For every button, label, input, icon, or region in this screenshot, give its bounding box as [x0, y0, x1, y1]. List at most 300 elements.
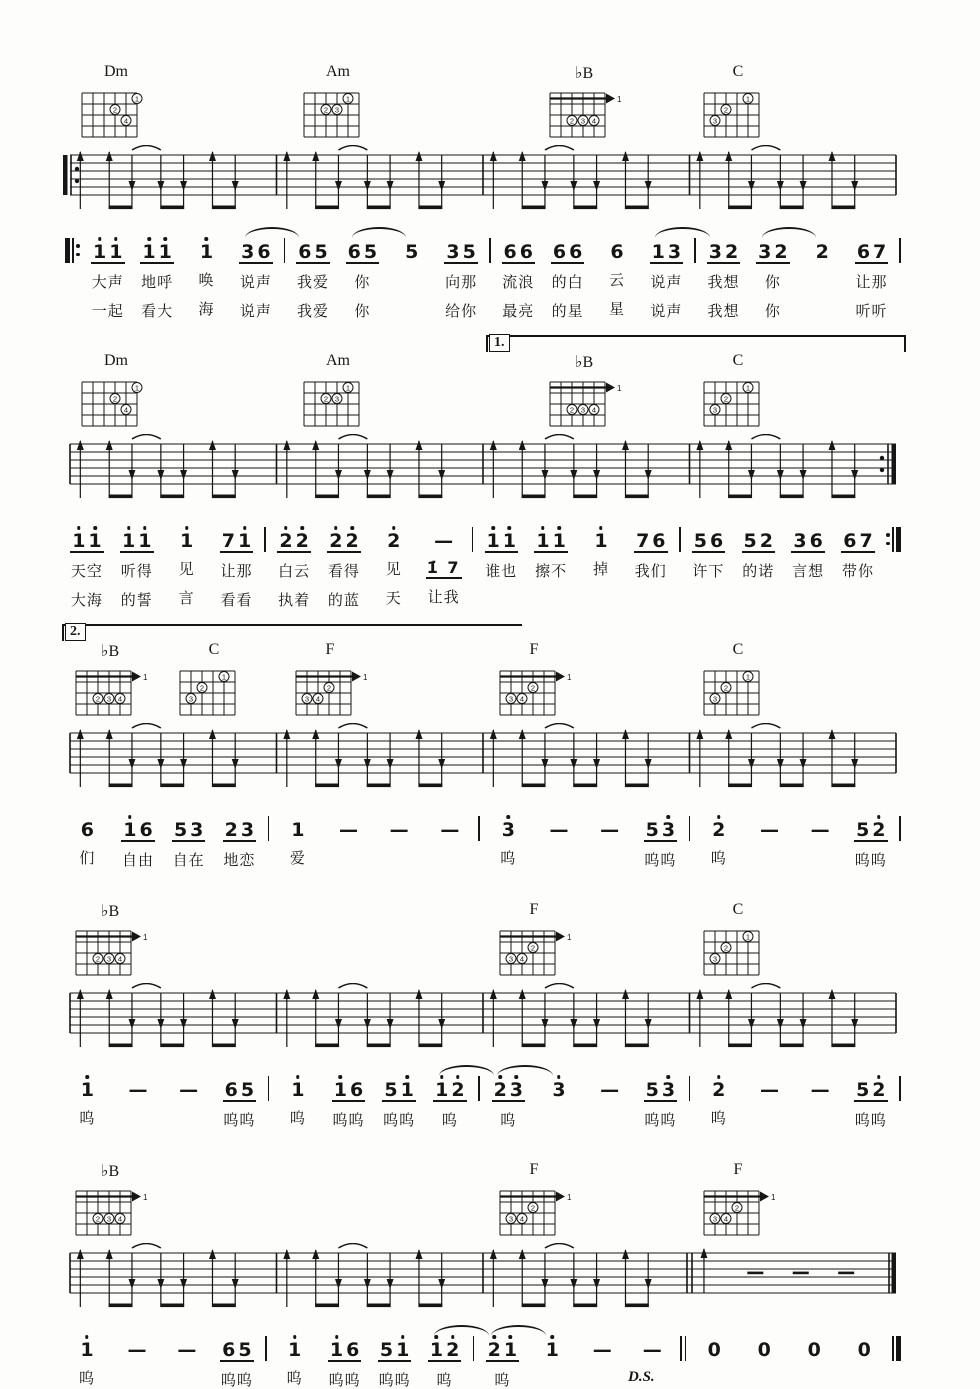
- note-digit: 3: [661, 819, 676, 841]
- svg-text:2: 2: [723, 394, 729, 404]
- chord-grid: [70, 921, 150, 984]
- jianpu-note: [710, 532, 723, 551]
- svg-text:1: 1: [345, 94, 351, 104]
- jianpu-notes: [444, 238, 477, 264]
- jianpu-note: [288, 1341, 301, 1360]
- jianpu-note: [179, 1081, 198, 1100]
- strum-staff: [62, 145, 904, 221]
- strum-staff: [62, 723, 904, 799]
- note-digit: 3: [552, 1079, 566, 1101]
- note-digit: 5: [314, 241, 328, 263]
- svg-text:2: 2: [95, 1214, 101, 1224]
- volta-bracket: [62, 624, 522, 641]
- octave-dot: [877, 1075, 881, 1079]
- note-group: [212, 514, 262, 611]
- jianpu-note: [503, 532, 516, 551]
- svg-text:4: 4: [315, 694, 321, 704]
- octave-dot: [507, 815, 511, 819]
- chord-diagram-Am: [298, 63, 378, 146]
- note-group: [744, 803, 795, 869]
- note-group: [477, 1323, 527, 1389]
- chord-name: F: [325, 641, 335, 658]
- octave-dot: [127, 526, 131, 530]
- score-content: [62, 46, 904, 1389]
- chord-diagram-Dm: [76, 63, 156, 146]
- svg-text:4: 4: [117, 1214, 123, 1224]
- octave-dot: [557, 1075, 561, 1079]
- note-digit: 3: [793, 530, 807, 552]
- barline: [264, 527, 266, 551]
- note-group: [214, 803, 265, 871]
- note-group: [374, 803, 425, 869]
- jianpu-note: [315, 243, 328, 262]
- jianpu-notes: [710, 816, 727, 840]
- note-group: [693, 1063, 744, 1129]
- note-digit: 5: [645, 1079, 659, 1101]
- svg-text:1: 1: [143, 673, 148, 682]
- note-digit: —: [759, 819, 779, 841]
- volta-label: 1.: [489, 334, 510, 352]
- lyric-syllable: 见: [178, 561, 195, 578]
- lyric-syllable: 大海: [70, 592, 103, 609]
- lyric-syllable: 向那: [445, 274, 478, 291]
- lyric-syllable: 白云: [278, 563, 311, 580]
- barline: [478, 816, 480, 840]
- jianpu-note: [451, 1081, 464, 1100]
- svg-text:2: 2: [569, 405, 575, 415]
- note-group: [269, 514, 319, 611]
- note-digit: 3: [509, 1079, 524, 1101]
- svg-text:3: 3: [106, 954, 112, 964]
- jianpu-notes: [428, 1336, 461, 1362]
- jianpu-notes: [91, 238, 124, 264]
- jianpu-note: [569, 243, 582, 262]
- note-group: [270, 1323, 320, 1389]
- barline: [892, 1336, 901, 1360]
- octave-dot: [401, 1335, 405, 1339]
- jianpu-notes: [220, 1336, 253, 1362]
- note-group: [420, 1323, 470, 1389]
- chord-grid: [70, 661, 150, 724]
- note-digit: —: [177, 1339, 197, 1361]
- chord-grid: [174, 661, 254, 724]
- lyric-syllable: 们: [79, 850, 96, 867]
- lyric-syllable: 你: [764, 274, 781, 291]
- lyric-syllable: 你: [354, 303, 371, 320]
- note-digit: —: [642, 1339, 662, 1361]
- jianpu-note: [712, 1081, 725, 1100]
- note-group: [162, 1323, 212, 1389]
- svg-text:2: 2: [95, 954, 101, 964]
- note-group: [113, 1063, 164, 1129]
- svg-text:1: 1: [745, 672, 751, 682]
- lyric-syllable: 最亮: [502, 303, 535, 320]
- jianpu-notes: [79, 816, 96, 840]
- note-digit: —: [389, 819, 409, 841]
- jianpu-note: [808, 1341, 821, 1360]
- lyric-syllable: 呜呜: [378, 1372, 411, 1389]
- chord-name: F: [529, 901, 539, 918]
- chord-grid: [298, 372, 378, 435]
- note-digit: 2: [712, 1079, 726, 1101]
- jianpu-note: [708, 1341, 721, 1360]
- note-digit: 5: [363, 241, 378, 263]
- jianpu-note: [298, 243, 311, 262]
- jianpu-note: [241, 1081, 254, 1100]
- note-digit: 2: [224, 819, 238, 841]
- note-digit: 3: [241, 241, 255, 263]
- note-digit: 1: [486, 530, 500, 552]
- note-group: [543, 225, 592, 322]
- jianpu-note: [858, 1341, 871, 1360]
- jianpu-note: [225, 1081, 238, 1100]
- jianpu-note: [636, 532, 649, 551]
- jianpu-note: [662, 821, 675, 840]
- jianpu-note: [345, 532, 358, 551]
- svg-text:4: 4: [591, 116, 597, 126]
- jianpu-note: [88, 532, 101, 551]
- jianpu-note: [241, 821, 254, 840]
- barline: [472, 527, 474, 551]
- jianpu-note: [122, 532, 135, 551]
- jianpu-note: [222, 532, 235, 551]
- jianpu-notes: [120, 527, 153, 553]
- chord-name: F: [529, 1161, 539, 1178]
- note-group: [62, 1323, 112, 1389]
- note-group: [319, 514, 369, 611]
- lyric-syllable: 的蓝: [327, 592, 360, 609]
- note-digit: 2: [451, 1079, 465, 1101]
- note-digit: 6: [224, 1079, 238, 1101]
- note-group: [62, 1063, 113, 1129]
- note-group: [693, 803, 744, 869]
- jianpu-note: [405, 243, 418, 262]
- jianpu-note: [241, 243, 254, 262]
- jianpu-note: [279, 532, 292, 551]
- note-digit: 1: [333, 1079, 347, 1101]
- svg-text:3: 3: [188, 694, 194, 704]
- lyric-syllable: 呜: [494, 1372, 511, 1389]
- jianpu-notes: [551, 238, 584, 264]
- jianpu-note: [123, 821, 136, 840]
- volta-bracket: [486, 335, 906, 352]
- lyric-syllable: 给你: [445, 303, 478, 320]
- jianpu-notes: [289, 1076, 306, 1100]
- note-group: [847, 225, 896, 322]
- barline: [473, 1336, 475, 1360]
- note-digit: 1: [88, 530, 102, 552]
- lyric-syllable: 我想: [707, 274, 740, 291]
- note-digit: —: [810, 1079, 830, 1101]
- note-digit: 1: [594, 530, 608, 552]
- svg-text:3: 3: [712, 954, 718, 964]
- svg-text:3: 3: [508, 954, 514, 964]
- chord-name: Am: [326, 352, 350, 369]
- jianpu-notes: [286, 1336, 303, 1360]
- jianpu-note: [600, 821, 619, 840]
- jianpu-note: [553, 243, 566, 262]
- jianpu-note: [811, 1081, 830, 1100]
- jianpu-note: [93, 243, 106, 262]
- jianpu-note: [811, 821, 830, 840]
- jianpu-notes: [328, 1336, 361, 1362]
- system-4: [62, 884, 904, 1131]
- jianpu-notes: [492, 1076, 525, 1102]
- chord-grid: [76, 372, 156, 435]
- svg-text:2: 2: [326, 683, 332, 693]
- jianpu-note: [610, 243, 623, 262]
- note-group: [699, 225, 748, 322]
- jianpu-notes: [598, 1076, 621, 1100]
- jianpu-note: [694, 532, 707, 551]
- note-digit: 6: [856, 241, 871, 263]
- jianpu-note: [744, 532, 757, 551]
- note-group: [288, 225, 337, 322]
- jianpu-notes: [598, 816, 621, 840]
- note-digit: 2: [712, 819, 726, 841]
- svg-text:1: 1: [567, 673, 572, 682]
- note-digit: 2: [774, 241, 788, 263]
- octave-dot: [491, 526, 495, 530]
- notation-row: [62, 1323, 904, 1389]
- svg-text:4: 4: [519, 1214, 525, 1224]
- jianpu-notes: [433, 1076, 466, 1102]
- note-group: [272, 1063, 323, 1129]
- lyric-syllable: 说声: [650, 274, 683, 291]
- svg-text:1: 1: [363, 673, 368, 682]
- jianpu-note: [652, 532, 665, 551]
- note-digit: 1: [179, 530, 194, 552]
- svg-text:1: 1: [771, 1193, 776, 1202]
- jianpu-note: [396, 1341, 409, 1360]
- lyric-syllable: 我们: [634, 563, 667, 580]
- jianpu-note: [662, 1081, 675, 1100]
- note-digit: —: [434, 530, 454, 552]
- octave-dot: [667, 1075, 671, 1079]
- jianpu-notes: [346, 238, 379, 264]
- jianpu-notes: [500, 816, 517, 840]
- chord-grid: [494, 1181, 574, 1244]
- octave-dot: [557, 526, 561, 530]
- svg-text:2: 2: [530, 943, 536, 953]
- note-digit: 1: [237, 530, 252, 552]
- note-digit: 1: [288, 1339, 302, 1361]
- jianpu-notes: [438, 816, 461, 840]
- repeat-dots: [76, 238, 80, 263]
- jianpu-notes: [403, 238, 420, 262]
- jianpu-note: [856, 821, 869, 840]
- svg-text:2: 2: [723, 105, 729, 115]
- svg-text:4: 4: [591, 405, 597, 415]
- jianpu-notes: [502, 238, 535, 264]
- barline: [899, 238, 901, 262]
- note-group: [112, 514, 162, 611]
- lyric-syllable: 一起: [91, 303, 124, 320]
- lyric-syllable: 的诺: [742, 563, 775, 580]
- svg-text:4: 4: [519, 954, 525, 964]
- chord-diagram-C: [698, 901, 778, 984]
- jianpu-notes: [644, 816, 677, 842]
- jianpu-note: [546, 1341, 559, 1360]
- svg-text:1: 1: [745, 383, 751, 393]
- octave-dot: [163, 237, 167, 241]
- jianpu-note: [873, 243, 886, 262]
- note-digit: 1: [435, 1079, 449, 1101]
- chord-diagram-Am: [298, 352, 378, 435]
- note-group: [733, 514, 783, 611]
- note-digit: 5: [645, 819, 659, 841]
- lyric-syllable: 呜: [710, 1110, 727, 1127]
- octave-dot: [98, 237, 102, 241]
- svg-text:2: 2: [112, 394, 118, 404]
- jianpu-note: [296, 532, 309, 551]
- octave-dot: [128, 815, 132, 819]
- note-digit: 2: [493, 1079, 507, 1101]
- octave-dot: [85, 1335, 89, 1339]
- chord-grid: [494, 921, 574, 984]
- octave-dot: [143, 526, 147, 530]
- jianpu-note: [552, 1081, 565, 1100]
- note-digit: 3: [708, 241, 722, 263]
- jianpu-notes: [756, 1336, 773, 1360]
- jianpu-note: [758, 1341, 771, 1360]
- jianpu-notes: [121, 816, 154, 842]
- lyric-syllable: 地呼: [141, 274, 174, 291]
- chord-diagram-F: [494, 901, 574, 984]
- note-group: [338, 225, 387, 322]
- note-group: [162, 514, 212, 609]
- jianpu-notes: [385, 527, 402, 551]
- jianpu-note: [857, 243, 870, 262]
- jianpu-notes: [550, 1076, 567, 1100]
- note-group: [626, 514, 676, 611]
- note-group: [323, 803, 374, 869]
- note-digit: 6: [257, 241, 271, 263]
- note-digit: —: [810, 819, 830, 841]
- octave-dot: [114, 237, 118, 241]
- jianpu-note: [329, 532, 342, 551]
- svg-text:3: 3: [106, 694, 112, 704]
- jianpu-note: [593, 1341, 612, 1360]
- jianpu-notes: [758, 1076, 781, 1100]
- lyric-syllable: 呜: [286, 1370, 303, 1387]
- svg-text:2: 2: [95, 694, 101, 704]
- chord-name: C: [732, 641, 744, 658]
- jianpu-notes: [178, 527, 195, 551]
- octave-dot: [185, 526, 189, 530]
- barline: [284, 238, 286, 262]
- svg-text:3: 3: [334, 394, 340, 404]
- chord-diagram-C: [698, 352, 778, 435]
- jianpu-note: [488, 1341, 501, 1360]
- jianpu-notes: [79, 1076, 96, 1100]
- note-group: [369, 514, 419, 609]
- octave-dot: [451, 1335, 455, 1339]
- octave-dot: [334, 526, 338, 530]
- svg-text:2: 2: [723, 943, 729, 953]
- jianpu-note: [346, 1341, 359, 1360]
- lyric-syllable: 你: [764, 303, 781, 320]
- lyric-syllable: 我爱: [297, 303, 330, 320]
- note-group: [182, 225, 231, 320]
- note-group: [635, 803, 686, 871]
- jianpu-notes: [337, 816, 360, 840]
- chord-diagram-bB: [544, 63, 624, 146]
- jianpu-note: [712, 821, 725, 840]
- chord-diagram-F: [494, 1161, 574, 1244]
- jianpu-note: [843, 532, 856, 551]
- note-group: [783, 514, 833, 611]
- note-digit: 5: [856, 819, 870, 841]
- svg-text:3: 3: [334, 105, 340, 115]
- lyric-syllable: 唤: [198, 272, 215, 289]
- note-group: [483, 1063, 534, 1131]
- svg-text:3: 3: [712, 116, 718, 126]
- chord-name: ♭B: [574, 354, 594, 371]
- chord-layer: [62, 624, 904, 723]
- octave-dot: [508, 526, 512, 530]
- lyric-syllable: 呜: [78, 1370, 95, 1387]
- svg-text:1: 1: [567, 933, 572, 942]
- jianpu-note: [200, 243, 213, 262]
- chord-grid: [70, 1181, 150, 1244]
- note-digit: 1: [138, 530, 152, 552]
- jianpu-note: [504, 243, 517, 262]
- note-digit: 6: [652, 530, 666, 552]
- note-digit: 3: [758, 241, 772, 263]
- system-5: [62, 1144, 904, 1389]
- svg-text:2: 2: [323, 394, 329, 404]
- note-group: [789, 1323, 839, 1389]
- chord-layer: [62, 46, 904, 145]
- jianpu-notes: [327, 527, 360, 553]
- system-3: [62, 624, 904, 871]
- octave-dot: [509, 1335, 513, 1339]
- note-group: [839, 1323, 889, 1389]
- jianpu-note: [652, 243, 665, 262]
- notation-row: [62, 225, 904, 322]
- jianpu-note: [435, 1081, 448, 1100]
- note-digit: 7: [859, 530, 873, 552]
- note-group: [436, 225, 485, 322]
- octave-dot: [93, 526, 97, 530]
- jianpu-notes: [175, 1336, 198, 1360]
- note-group: [642, 225, 691, 322]
- note-digit: 5: [693, 530, 707, 552]
- jianpu-notes: [332, 1076, 365, 1102]
- octave-dot: [296, 1075, 300, 1079]
- jianpu-note: [384, 1081, 397, 1100]
- note-digit: 6: [298, 241, 312, 263]
- note-digit: 1: [80, 1339, 94, 1361]
- lyric-syllable: 海: [198, 301, 215, 318]
- jianpu-note: [72, 532, 85, 551]
- chord-name: ♭B: [100, 1163, 120, 1180]
- note-digit: —: [600, 1079, 620, 1101]
- note-group: [62, 803, 113, 869]
- jianpu-note: [872, 821, 885, 840]
- svg-text:1: 1: [143, 933, 148, 942]
- lyric-syllable: 的白: [551, 274, 584, 291]
- lyric-syllable: 呜呜: [644, 852, 677, 869]
- jianpu-note: [709, 243, 722, 262]
- note-digit: 5: [743, 530, 757, 552]
- jianpu-note: [330, 1341, 343, 1360]
- chord-name: ♭B: [100, 643, 120, 660]
- jianpu-notes: [223, 816, 256, 842]
- lyric-syllable: 呜呜: [328, 1372, 361, 1389]
- jianpu-note: [600, 1081, 619, 1100]
